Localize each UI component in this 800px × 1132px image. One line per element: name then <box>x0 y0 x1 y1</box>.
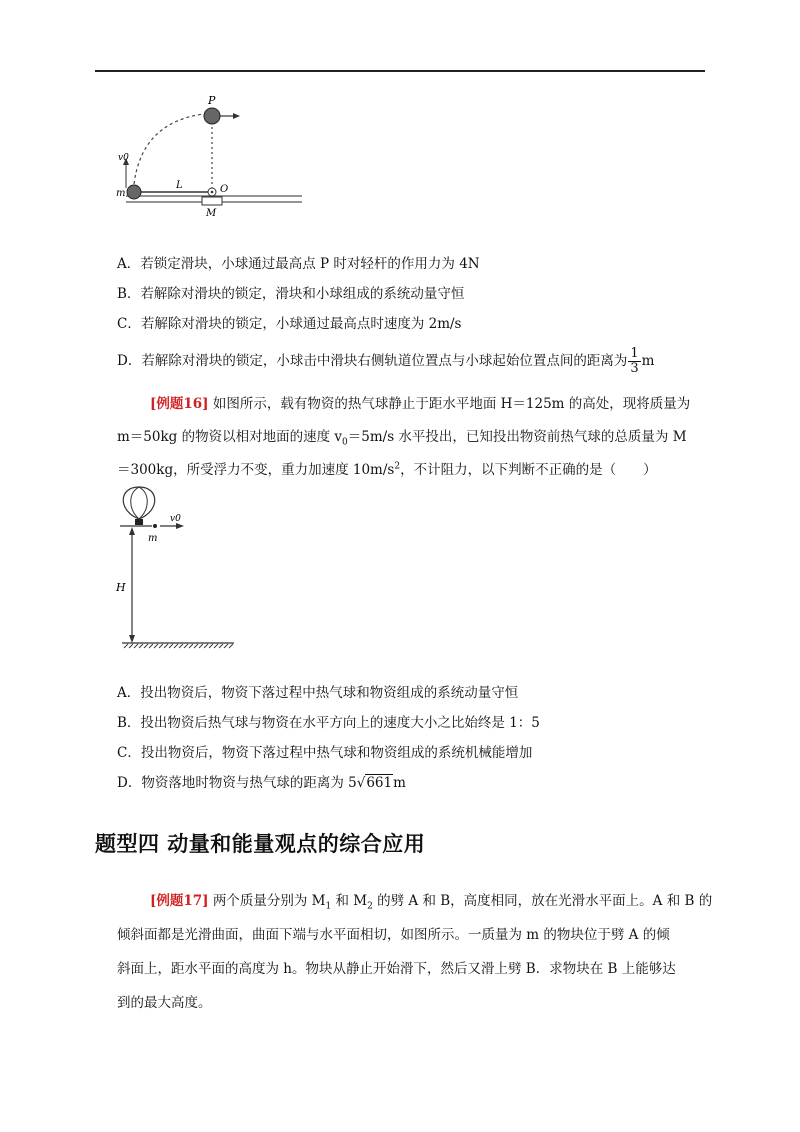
q16-option-b: B．投出物资后热气球与物资在水平方向上的速度大小之比始终是 1：5 <box>117 715 540 731</box>
ex16-tag: [例题16] <box>150 396 209 412</box>
ex16-line-3: ＝300kg，所受浮力不变，重力加速度 $10m/s^2$，不计阻力，以下判断不正确的是（ ） <box>117 461 657 478</box>
ball-m <box>127 185 141 199</box>
q15-option-d-text: D．若解除对滑块的锁定，小球击中滑块右侧轨道位置点与小球起始位置点间的距离为 <box>117 353 628 369</box>
q16-option-c: C．投出物资后，物资下落过程中热气球和物资组成的系统机械能增加 <box>117 745 533 761</box>
label-p: P <box>208 94 216 107</box>
q15-option-d: D．若解除对滑块的锁定，小球击中滑块右侧轨道位置点与小球起始位置点间的距离为 $\frac{1}{3}$ m <box>117 346 655 376</box>
label-m: m <box>148 533 158 544</box>
ex17-line-1: [例题17] 两个质量分别为 $M_1$ 和 $M_2$ 的劈 A 和 B，高度相同，放在光滑水平面上。A 和 B 的 <box>150 893 713 912</box>
figure-balloon <box>112 483 242 653</box>
radicand: 661 <box>366 775 393 791</box>
payload-m <box>153 524 157 528</box>
ex17-line-3: 斜面上，距水平面的高度为 h。物块从静止开始滑下，然后又滑上劈 B．求物块在 B 上能够达 <box>117 961 676 977</box>
fraction: $\frac{1}{3}$ <box>630 346 639 376</box>
ex17-tag: [例题17] <box>150 893 209 909</box>
q15-option-b: B．若解除对滑块的锁定，滑块和小球组成的系统动量守恒 <box>117 286 465 302</box>
sqrt-sign: √ <box>356 775 366 791</box>
section-title: 题型四 动量和能量观点的综合应用 <box>95 832 426 856</box>
slider-block <box>202 197 222 205</box>
ground-hatching <box>124 644 233 648</box>
ex17-line-4: 到的最大高度。 <box>117 995 212 1011</box>
q15-option-a: A．若锁定滑块，小球通过最高点 P 时对轻杆的作用力为 4N <box>117 256 480 272</box>
header-rule <box>95 70 705 72</box>
q16-option-a: A．投出物资后，物资下落过程中热气球和物资组成的系统动量守恒 <box>117 685 519 701</box>
label-m: m <box>116 188 126 199</box>
dotted-arc <box>134 114 204 184</box>
label-l: L <box>176 180 183 191</box>
q15-option-c: C．若解除对滑块的锁定，小球通过最高点时速度为 2m/s <box>117 316 462 332</box>
figure-rod-slider <box>112 92 312 222</box>
label-v0: v0 <box>170 514 181 524</box>
ex16-line-1: [例题16] 如图所示，载有物资的热气球静止于距水平地面 H＝125m 的高处，现将质量为 <box>150 396 691 412</box>
label-big-m: M <box>206 208 217 219</box>
ex16-line-2: m＝50kg 的物资以相对地面的速度 $v_0=5m/s$ 水平投出，已知投出物资前热气球的总质量为 M <box>117 429 687 448</box>
label-v0: v0 <box>118 153 129 163</box>
q16-option-d: D．物资落地时物资与热气球的距离为 5√661m <box>117 775 406 791</box>
basket <box>135 519 143 525</box>
label-o: O <box>220 184 229 195</box>
balloon-envelope <box>123 487 155 519</box>
ball-p <box>204 108 220 124</box>
label-h: H <box>116 581 126 594</box>
ex17-line-2: 倾斜面都是光滑曲面，曲面下端与水平面相切，如图所示。一质量为 m 的物块位于劈 A 的倾 <box>117 927 670 943</box>
